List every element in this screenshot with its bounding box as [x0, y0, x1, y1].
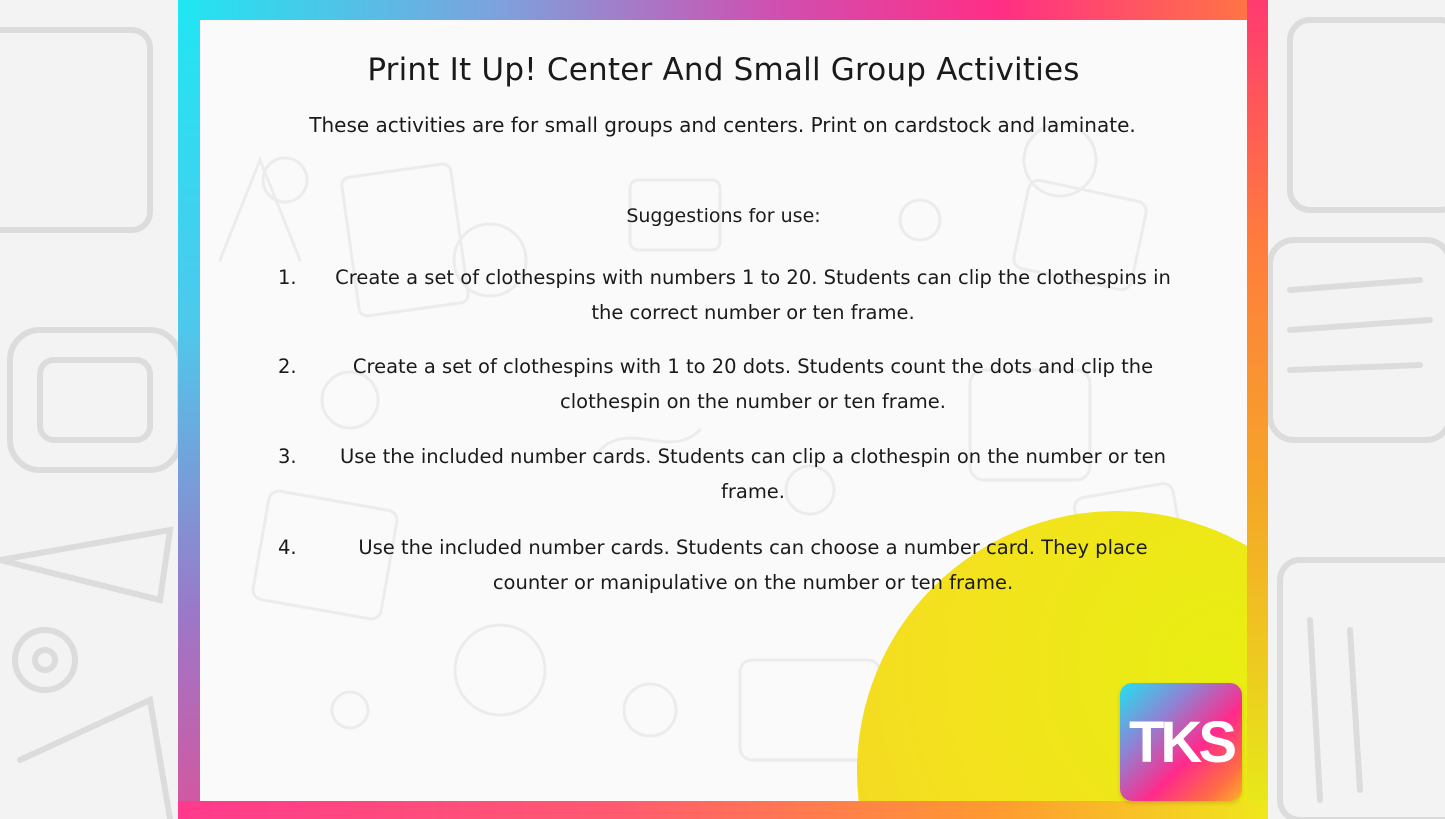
- tks-logo: [1120, 683, 1242, 801]
- frame-edge-top: [178, 0, 1268, 20]
- list-item-number: 3.: [278, 445, 297, 468]
- list-item-number: 2.: [278, 355, 297, 378]
- list-item-number: 1.: [278, 266, 297, 289]
- list-item-text: Use the included number cards. Students can choose a number card. They place counter or manipulative on the number or ten frame.: [358, 536, 1148, 594]
- intro-text: These activities are for small groups and centers. Print on cardstock and laminate.: [309, 113, 1136, 137]
- list-item-text: Use the included number cards. Students can clip a clothespin on the number or ten frame.: [340, 445, 1166, 503]
- list-item-number: 4.: [278, 536, 297, 559]
- frame-edge-bottom: [178, 801, 1268, 819]
- logo-text: TKS: [1129, 710, 1233, 775]
- list-item-text: Create a set of clothespins with numbers 1 to 20. Students can clip the clothespins in the correct number or ten frame.: [335, 266, 1171, 324]
- suggestions-heading: Suggestions for use:: [626, 205, 821, 227]
- page-title: Print It Up! Center And Small Group Activities: [367, 52, 1080, 88]
- frame-edge-right: [1247, 0, 1268, 819]
- content-panel: [200, 20, 1247, 801]
- list-item-text: Create a set of clothespins with 1 to 20 dots. Students count the dots and clip the clothespin on the number or ten frame.: [352, 355, 1154, 413]
- frame-edge-left: [178, 0, 200, 819]
